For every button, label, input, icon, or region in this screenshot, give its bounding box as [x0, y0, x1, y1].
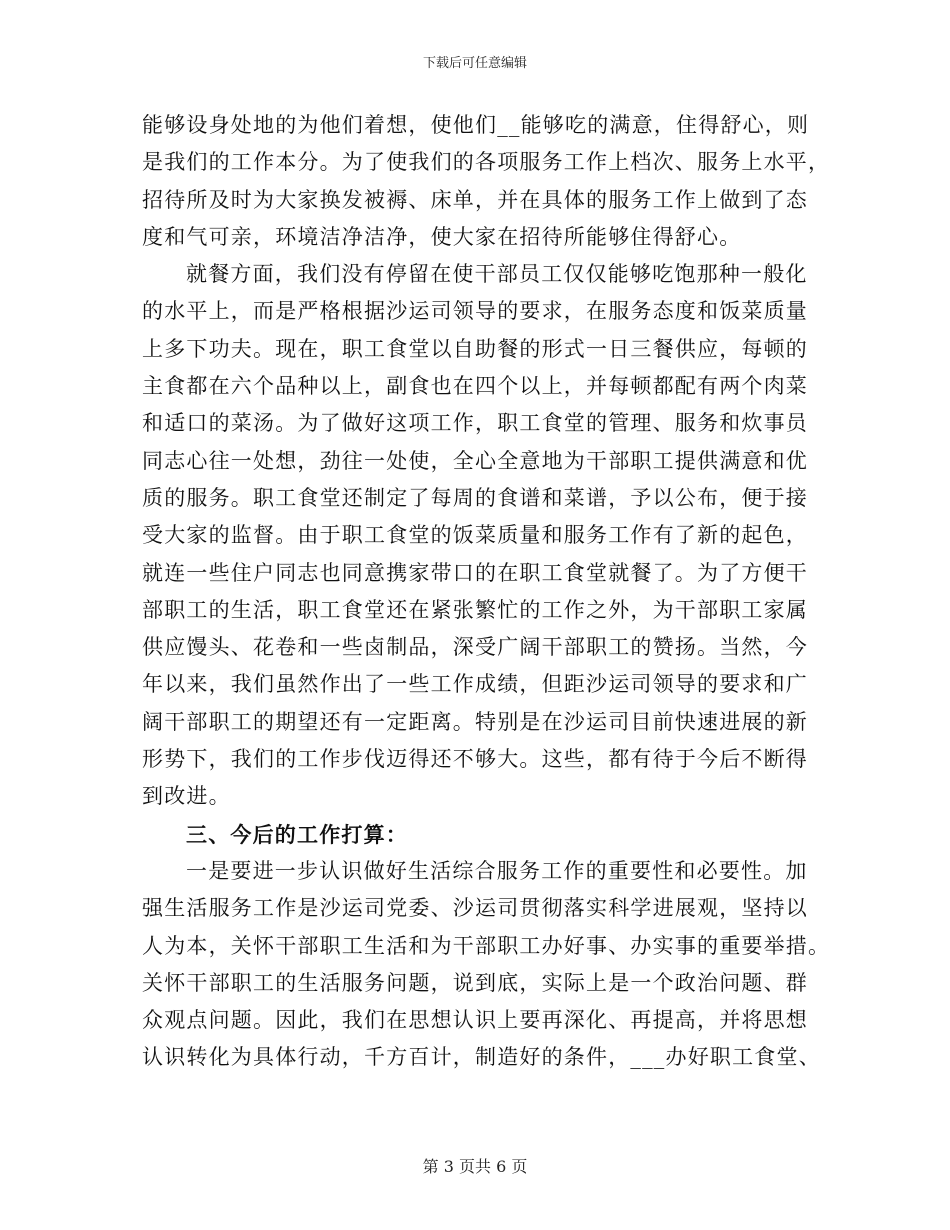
- text-line: 能够设身处地的为他们着想，使他们__能够吃的满意，住得舒心，则: [142, 113, 810, 137]
- text-line: 是我们的工作本分。为了使我们的各项服务工作上档次、服务上水平，: [142, 150, 831, 175]
- text-line: 强生活服务工作是沙运司党委、沙运司贯彻落实科学进展观，坚持以: [142, 896, 808, 921]
- text-line: 受大家的监督。由于职工食堂的饭菜质量和服务工作有了新的起色，: [142, 523, 808, 548]
- text-line: 人为本，关怀干部职工生活和为干部职工办好事、办实事的重要举措。: [142, 933, 831, 958]
- text-line: 的水平上，而是严格根据沙运司领导的要求，在服务态度和饭菜质量: [142, 299, 808, 324]
- text-line: 供应馒头、花卷和一些卤制品，深受广阔干部职工的赞扬。当然，今: [142, 635, 808, 660]
- page-number-footer: 第 3 页共 6 页: [422, 1157, 528, 1176]
- text-line: 众观点问题。因此，我们在思想认识上要再深化、再提高，并将思想: [142, 1008, 808, 1033]
- text-line: 度和气可亲，环境洁净洁净，使大家在招待所能够住得舒心。: [142, 224, 742, 249]
- text-line: 形势下，我们的工作步伐迈得还不够大。这些，都有待于今后不断得: [142, 747, 808, 772]
- text-line: 招待所及时为大家换发被褥、床单，并在具体的服务工作上做到了态: [142, 187, 808, 212]
- text-line: 认识转化为具体行动，千方百计，制造好的条件，___办好职工食堂、: [142, 1045, 821, 1070]
- section-heading: 三、今后的工作打算：: [186, 821, 408, 847]
- text-line: 部职工的生活，职工食堂还在紧张繁忙的工作之外，为干部职工家属: [142, 597, 808, 622]
- paragraph-start-line: 就餐方面，我们没有停留在使干部员工仅仅能够吃饱那种一般化: [186, 262, 808, 287]
- text-line: 主食都在六个品种以上，副食也在四个以上，并每顿都配有两个肉菜: [142, 374, 808, 399]
- text-line: 关怀干部职工的生活服务问题，说到底，实际上是一个政治问题、群: [142, 970, 808, 995]
- page-header-note: 下载后可任意编辑: [422, 56, 527, 71]
- text-line: 上多下功夫。现在，职工食堂以自助餐的形式一日三餐供应，每顿的: [142, 336, 808, 361]
- text-line: 和适口的菜汤。为了做好这项工作，职工食堂的管理、服务和炊事员: [142, 411, 808, 436]
- text-line: 就连一些住户同志也同意携家带口的在职工食堂就餐了。为了方便干: [142, 560, 808, 585]
- paragraph-start-line: 一是要进一步认识做好生活综合服务工作的重要性和必要性。加: [186, 858, 808, 883]
- text-line: 阔干部职工的期望还有一定距离。特别是在沙运司目前快速进展的新: [142, 709, 808, 734]
- text-line: 质的服务。职工食堂还制定了每周的食谱和菜谱，予以公布，便于接: [142, 485, 808, 510]
- text-line: 同志心往一处想，劲往一处使，全心全意地为干部职工提供满意和优: [142, 448, 808, 473]
- text-line: 年以来，我们虽然作出了一些工作成绩，但距沙运司领导的要求和广: [142, 672, 808, 697]
- document-body: [142, 107, 831, 1077]
- text-line: 到改进。: [142, 784, 231, 809]
